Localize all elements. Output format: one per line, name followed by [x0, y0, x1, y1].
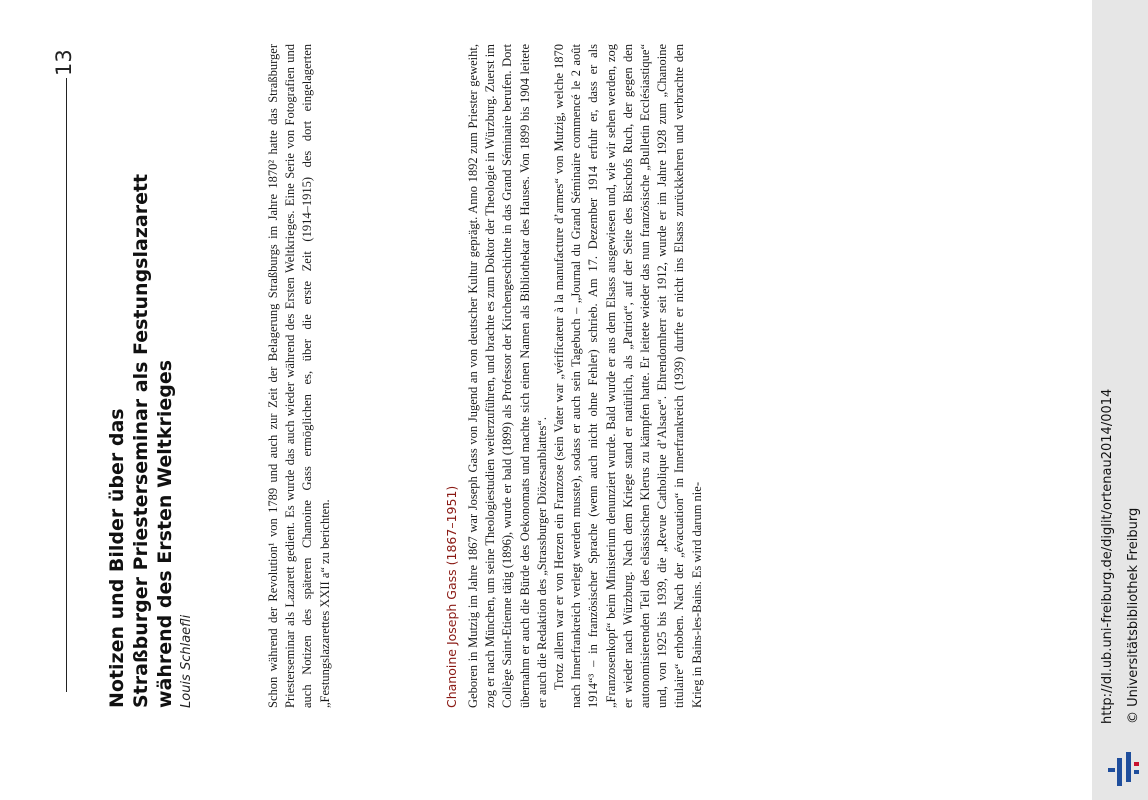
intro-text: [265, 44, 334, 708]
article-title: [105, 28, 177, 708]
section-heading: Chanoine Joseph Gass (1867–1951): [444, 485, 459, 708]
body-paragraph: Geboren in Mutzig im Jahre 1867 war Joseph Gass von Jugend an von deutscher Kultur geprägt. Anno 1892 zum Priester geweiht, zog er nach München, um seine Theologiestudien weiterzuführen, und brachte es zum Doktor der Theologie in Würzburg. Zuerst im Collège Saint-Etienne tätig (1896), wurde er bald (1899) als Professor der Kirchengeschichte in das Grand Séminaire berufen. Dort übernahm er auch die Bürde des Oekonomats und machte sich einen Namen als Bibliothekar des Hauses. Von 1899 bis 1904 leitete er auch die Redaktion des „Strassburger Diözesanblattes“.: [466, 44, 549, 708]
body-text: [465, 44, 706, 708]
intro-paragraph: Schon während der Revolution¹ von 1789 und auch zur Zeit der Belagerung Straßburgs im Jahre 1870² hatte das Straßburger Priesterseminar als Lazarett gedient. Es wurde das auch wieder während des Ersten Weltkrieges. Eine Serie von Fotografien und auch Notizen des späteren Chanoine Gass ermöglichen es, über die erste Zeit (1914–1915) des dort eingelagerten „Festungslazarettes XXII a“ zu berichten.: [266, 44, 332, 708]
page-number: 13: [52, 49, 76, 76]
archive-url[interactable]: http://dl.ub.uni-freiburg.de/diglit/ortenau2014/0014: [1100, 388, 1115, 724]
header-rule: [66, 78, 67, 692]
library-logo: [1102, 744, 1142, 790]
title-line: Straßburger Priesterseminar als Festungslazarett: [130, 173, 152, 708]
archive-copyright: © Universitätsbibliothek Freiburg: [1126, 507, 1141, 724]
body-paragraph: Trotz allem war er von Herzen ein Franzose (sein Vater war „vérificateur à la manufacture d’armes“ von Mutzig, welche 1870 nach Innerfrankreich verlegt werden musste), sodass er auch sein Tagebuch – „Journal du Grand Séminaire commencé le 2 août 1914“³ – in französischer Sprache (wenn auch nicht ohne Fehler) schrieb. Am 17. Dezember 1914 erfuhr er, dass er als „Franzosenkopf“ beim Ministerium denunziert wurde. Bald wurde er aus dem Elsass ausgewiesen und, wie wir sehen werden, zog er wieder nach Würzburg. Nach dem Kriege stand er natürlich, als „Patriot“, auf der Seite des Bischofs Ruch, der gegen den autonomisierenden Teil des elsässischen Klerus zu kämpfen hatte. Er leitete wieder das nun französische „Bulletin Ecclésiastique“ und, von 1925 bis 1939, die „Revue Catholique d’Alsace“. Ehrendomherr seit 1912, wurde er im Jahre 1928 zum „Chanoine titulaire“ erhoben. Nach der „évacuation“ in Innerfrankreich (1939) durfte er nicht ins Elsass zurückkehren und verbrachte den Krieg in Bains-les-Bains. Es wird darum nie-: [552, 44, 704, 708]
title-line: während des Ersten Weltkrieges: [154, 359, 176, 708]
article-author: Louis Schlaefli: [179, 614, 194, 708]
title-line: Notizen und Bilder über das: [106, 408, 128, 708]
